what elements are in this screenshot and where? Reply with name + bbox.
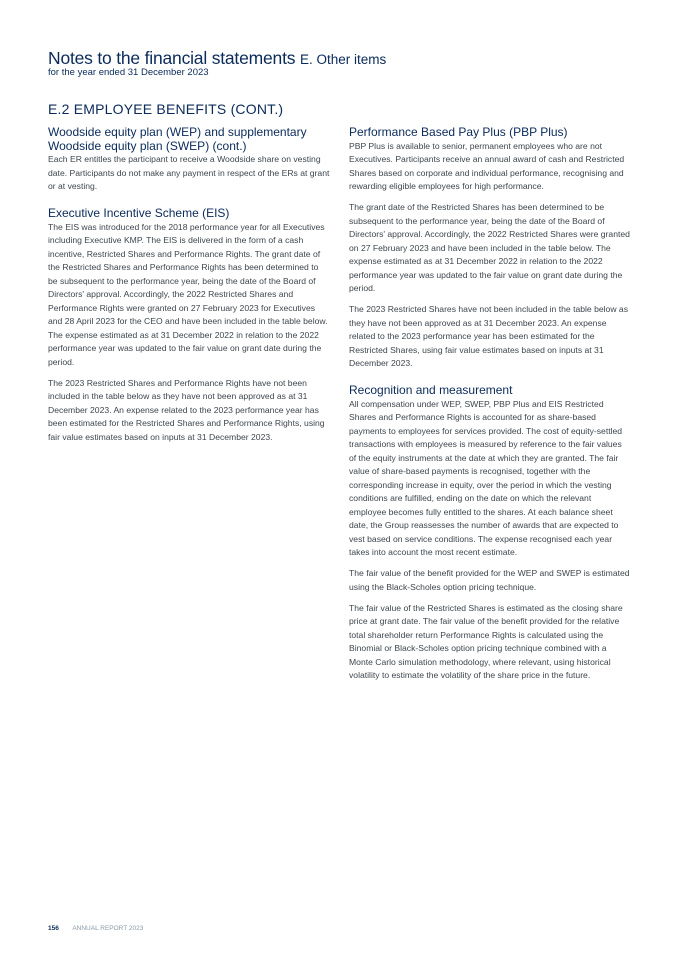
header-section: E. Other items <box>300 52 387 67</box>
pbp-paragraph-1: PBP Plus is available to senior, permanent employees who are not Executives. Participants receive an annual award of cash and Restricted Shares based on corporate and individual performance, recognising and rewarding eligible employees for high performance. <box>349 140 625 191</box>
wep-paragraph-1: Each ER entitles the participant to receive a Woodside share on vesting date. Participants do not make any payment in respect of the ERs at grant or at vesting. <box>48 154 330 191</box>
page-footer <box>48 925 143 932</box>
recognition-heading: Recognition and measurement <box>349 383 513 397</box>
recognition-paragraph-2: The fair value of the benefit provided for the WEP and SWEP is estimated using the Black-Scholes option pricing technique. <box>349 568 630 592</box>
recognition-paragraph-1: All compensation under WEP, SWEP, PBP Plus and EIS Restricted Shares and Performance Rights is accounted for as share-based payments to employees for services provided. The cost of equity-settled transactions with employees is measured by reference to the fair values of the equity instruments at the date at which they are granted. The fair value of share-based payments is recognised, together with the corresponding increase in equity, over the period in which the vesting conditions are fulfilled, ending on the date on which the relevant employee becomes fully entitled to the shares. At each balance sheet date, the Group reassesses the number of awards that are expected to vest based on service conditions. The expense recognised each year takes into account the most recent estimate. <box>349 398 623 557</box>
recognition-paragraph-3: The fair value of the Restricted Shares is estimated as the closing share price at grant date. The fair value of the benefit provided for the relative total shareholder return Performance Rights is calculated using the Binomial or Black-Scholes option pricing technique combined with a Monte Carlo simulation methodology, where relevant, using historical volatility to estimate the volatility of the share price in the future. <box>349 602 623 680</box>
report-label: ANNUAL REPORT 2023 <box>72 925 144 932</box>
pbp-paragraph-2: The grant date of the Restricted Shares has been determined to be subsequent to the performance year, being the date of the Board of Directors' approval. Accordingly, the 2022 Restricted Shares were granted on 27 February 2023 and have been included in the table below. The expense estimated as at 31 December 2022 in relation to the 2022 performance year was updated to the fair value on grant date during the period. <box>349 202 630 293</box>
header-title: Notes to the financial statements <box>48 48 296 68</box>
eis-heading: Executive Incentive Scheme (EIS) <box>48 206 230 220</box>
wep-heading-line-2: Woodside equity plan (SWEP) (cont.) <box>48 138 247 153</box>
left-column <box>48 126 330 452</box>
right-column <box>349 126 630 690</box>
section-title: E.2 EMPLOYEE BENEFITS (CONT.) <box>48 101 284 117</box>
eis-paragraph-1: The EIS was introduced for the 2018 performance year for all Executives including Executive KMP. The EIS is delivered in the form of a cash incentive, Restricted Shares and Performance Rights. The grant date of the Restricted Shares and Performance Rights has been determined to be subsequent to the performance year, being the date of the Board of Directors' approval. Accordingly, the 2022 Restricted Shares and Performance Rights were granted on 27 February 2023 for Executives and 28 April 2023 for the CEO and have been included in the table below. The expense estimated as at 31 December 2022 in relation to the 2022 performance year was updated to the fair value on grant date during the period. <box>48 221 328 367</box>
page-number: 156 <box>48 925 59 932</box>
wep-heading <box>48 126 330 153</box>
wep-heading-line-1: Woodside equity plan (WEP) and supplementary <box>48 125 307 139</box>
header-subtitle: for the year ended 31 December 2023 <box>48 67 209 78</box>
pbp-paragraph-3: The 2023 Restricted Shares have not been included in the table below as they have not been approved as at 31 December 2023. An expense related to the 2023 performance year has been estimated for the Restricted Shares, using fair value estimates based on inputs at 31 December 2023. <box>349 304 629 368</box>
eis-paragraph-2: The 2023 Restricted Shares and Performance Rights have not been included in the table below as they have not been approved as at 31 December 2023. An expense related to the 2023 performance year has been estimated for the Restricted Shares and Performance Rights, using fair value estimates based on inputs at 31 December 2023. <box>48 377 325 442</box>
pbp-heading: Performance Based Pay Plus (PBP Plus) <box>349 125 568 139</box>
